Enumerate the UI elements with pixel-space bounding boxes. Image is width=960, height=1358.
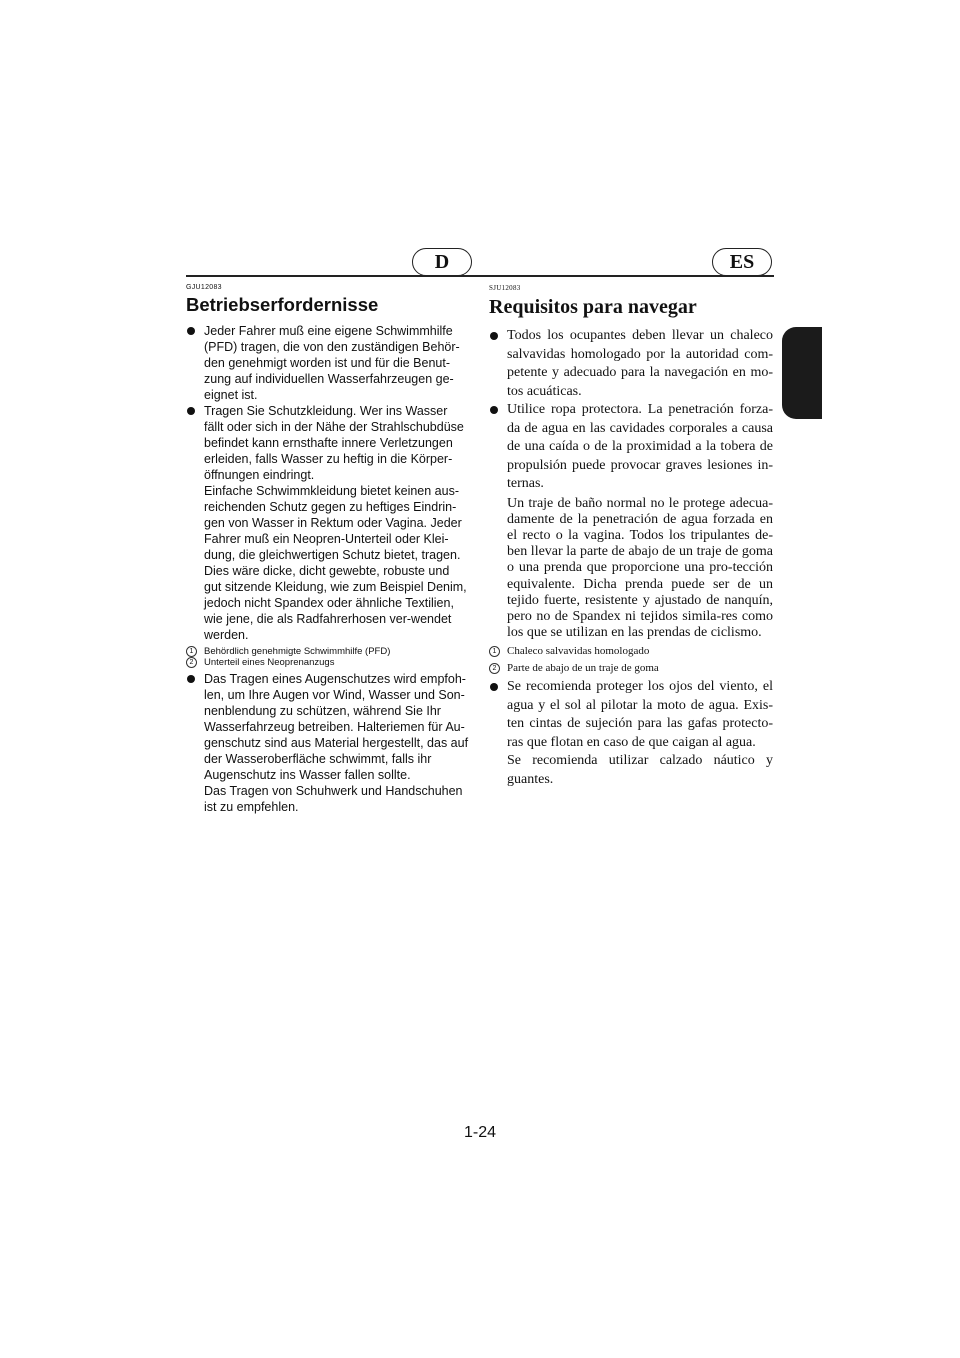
bullet-paragraph: Das Tragen eines Augenschutzes wird empfoh-len, um Ihre Augen vor Wind, Wasser und Son-nenblendung zu schützen, während Sie Ihr Wasserfahrzeug betreiben. Halteriemen für Au-genschutz sind aus Material hergestellt, das auf der Wasseroberfläche schwimmt, falls ihr Augenschutz ins Wasser fallen sollte. [204,672,469,782]
callout-text: Behördlich genehmigte Schwimmhilfe (PFD) [204,646,391,657]
section-thumb-tab [782,327,822,419]
german-section-code: GJU12083 [186,284,222,291]
bullet-paragraph: Un traje de baño normal no le protege adecua-damente de la penetración de agua forzada en el recto o la vagina. Todos los tripulantes de-ben llevar la parte de abajo de un traje de goma o una prenda que proporcione una pro-tección equivalente. Dicha prenda puede ser de un tejido fuerte, resistente y ajustado de nanquín, pero no de Spandex ni tejidos simila-res como los que se utilizan en las prendas de ciclismo. [507,495,773,641]
spanish-bullet-eye-protection [489,678,773,789]
german-section-title: Betriebserfordernisse [186,294,379,315]
german-language-tab: D [412,248,472,276]
bullet-paragraph: Jeder Fahrer muß eine eigene Schwimmhilfe (PFD) tragen, die von den zuständigen Behör-den genehmigt worden ist und für die Benut-zung auf individuellen Wasserfahrzeugen ge-eignet ist. [204,324,460,402]
spanish-column [489,284,773,789]
callout-number-icon: 1 [489,646,500,657]
spanish-callout-notes [489,644,773,675]
german-callout-notes [186,646,470,668]
header-rule [186,275,774,277]
callout-number-icon: 2 [489,663,500,674]
german-bullet-eye-protection [186,671,470,815]
callout-text: Parte de abajo de un traje de goma [507,662,659,675]
page-number: 1-24 [463,1124,497,1141]
callout-note [489,661,773,675]
spanish-bullet-life-jacket [489,327,773,401]
callout-text: Unterteil eines Neoprenanzugs [204,657,335,668]
german-bullet-list [186,671,470,815]
callout-note [489,644,773,658]
spanish-section-title: Requisitos para navegar [489,296,697,318]
callout-text: Chaleco salvavidas homologado [507,645,650,658]
bullet-paragraph: Se recomienda utilizar calzado náutico y guantes. [507,753,773,787]
bullet-paragraph: Todos los ocupantes deben llevar un chaleco salvavidas homologado por la autoridad com-petente y adecuado para la navegación en mo-tos acuáticas. [507,328,773,399]
callout-number-icon: 1 [186,646,197,657]
spanish-bullet-protective-clothing [489,401,773,641]
bullet-paragraph: Das Tragen von Schuhwerk und Handschuhen ist zu empfehlen. [204,784,463,814]
callout-number-icon: 2 [186,657,197,668]
spanish-bullet-list [489,678,773,789]
callout-note [186,657,470,668]
bullet-paragraph: Einfache Schwimmkleidung bietet keinen aus-reichenden Schutz gegen zu heftiges Eindrin-gen von Wasser in Rektum oder Vagina. Jeder Fahrer muß ein Neopren-Unterteil oder Klei-dung, die gleichwertigen Schutz bietet, tragen. Dies wäre dicke, dicht gewebte, robuste und gut sitzende Kleidung, wie zum Beispiel Denim, jedoch nicht Spandex oder ähnliche Textilien, wie jene, die als Radfahrerhosen ver-wendet werden. [204,484,467,642]
spanish-section-code: SJU12083 [489,284,521,292]
german-bullet-protective-clothing [186,403,470,643]
spanish-bullet-list [489,327,773,641]
bullet-paragraph: Se recomienda proteger los ojos del viento, el agua y el sol al pilotar la moto de agua. Exis-ten cintas de sujeción para las gafas protecto-ras que flotan en caso de que caigan al agua. [507,679,773,750]
bullet-paragraph: Tragen Sie Schutzkleidung. Wer ins Wasser fällt oder sich in der Nähe der Strahlschubdüse befindet kann ernsthafte innere Verletzungen erleiden, falls Wasser zu heftig in die Körper-öffnungen eindringt. [204,404,464,482]
german-column [186,284,470,815]
callout-note [186,646,470,657]
bullet-paragraph: Utilice ropa protectora. La penetración forza-da de agua en las cavidades corporales a causa de una caída o de la proximidad a la tobera de propulsión puede provocar graves lesiones in-ternas. [507,402,773,491]
spanish-language-tab: ES [712,248,772,276]
german-bullet-pfd [186,323,470,403]
german-bullet-list [186,323,470,643]
